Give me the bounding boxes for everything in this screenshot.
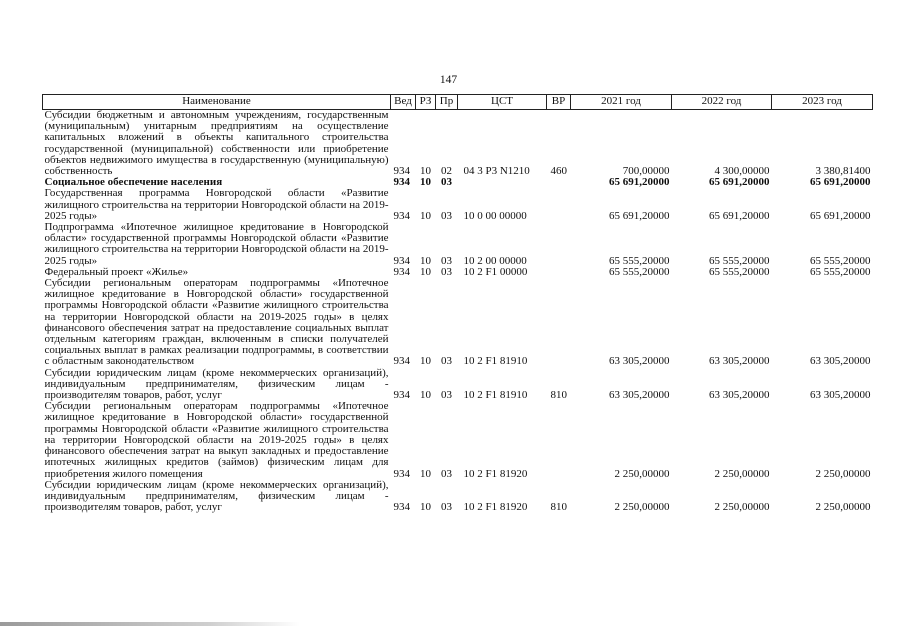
- cell-2022: 4 300,00000: [714, 165, 770, 178]
- cell-vr: 810: [550, 389, 567, 402]
- cell-2021: 65 555,20000: [609, 265, 670, 278]
- cell-rz: 10: [420, 389, 431, 402]
- cell-vr: [547, 177, 571, 188]
- cell-2023: 65 691,20000: [810, 176, 871, 189]
- header-2022: 2022 год: [672, 95, 772, 110]
- cell-name: Государственная программа Новгородской области «Развитие жилищного строительства на территории Новгородской области на 2019-2025 годы»: [44, 187, 389, 222]
- cell-vr: [547, 188, 571, 222]
- cell-ved: 934: [393, 355, 410, 368]
- cell-ved: 934: [393, 389, 410, 402]
- cell-2023: 65 555,20000: [810, 254, 871, 267]
- cell-2022: 2 250,00000: [714, 501, 770, 514]
- header-2021: 2021 год: [571, 95, 672, 110]
- table-row: [43, 368, 873, 402]
- cell-2023: 65 555,20000: [810, 265, 871, 278]
- cell-vr: 810: [550, 501, 567, 514]
- table-row: [43, 480, 873, 514]
- cell-pr: 03: [441, 389, 452, 402]
- cell-ved: 934: [393, 467, 410, 480]
- budget-table: [42, 94, 873, 513]
- table-row: [43, 222, 873, 267]
- cell-2022: 65 555,20000: [709, 254, 770, 267]
- cell-pr: 03: [441, 265, 452, 278]
- cell-pr: 03: [441, 355, 452, 368]
- cell-2023: 63 305,20000: [810, 389, 871, 402]
- cell-pr: 02: [441, 165, 452, 178]
- cell-pr: 03: [441, 176, 452, 189]
- cell-2022: 65 555,20000: [709, 265, 770, 278]
- cell-ved: 934: [393, 176, 410, 189]
- cell-ved: 934: [393, 254, 410, 267]
- cell-vr: [547, 401, 571, 479]
- cell-name: Социальное обеспечение населения: [44, 176, 223, 189]
- cell-rz: 10: [420, 265, 431, 278]
- cell-2021: 63 305,20000: [609, 355, 670, 368]
- cell-cst: 10 2 F1 81920: [463, 467, 528, 480]
- cell-2021: 2 250,00000: [614, 501, 670, 514]
- cell-vr: [547, 278, 571, 368]
- cell-2022: 65 691,20000: [709, 209, 770, 222]
- cell-name: Федеральный проект «Жилье»: [44, 265, 189, 278]
- cell-cst: 10 2 F1 00000: [463, 265, 528, 278]
- cell-cst: [458, 177, 547, 188]
- cell-2023: 2 250,00000: [815, 501, 871, 514]
- cell-name: Субсидии юридическим лицам (кроме некоммерческих организаций), индивидуальным предпринимателям, физическим лицам - производителям товаров, работ, услуг: [44, 478, 389, 514]
- cell-rz: 10: [420, 254, 431, 267]
- cell-2023: 63 305,20000: [810, 355, 871, 368]
- header-cst: ЦСТ: [458, 95, 547, 110]
- cell-2021: 700,00000: [622, 165, 670, 178]
- cell-vr: 460: [550, 165, 567, 178]
- table-body: [43, 110, 873, 514]
- header-2023: 2023 год: [772, 95, 873, 110]
- cell-name: Субсидии бюджетным и автономным учреждениям, государственным (муниципальным) унитарным предприятиям на осуществление капитальных вложений в объекты капитального строительства государственной (муниципальной) собственности или приобретение объектов недвижимого имущества в государственную (муниципальную) собственность: [44, 109, 389, 178]
- cell-2022: 63 305,20000: [709, 355, 770, 368]
- cell-name: Подпрограмма «Ипотечное жилищное кредитование в Новгородской области» государственной программы Новгородской области «Развитие жилищного строительства на территории Новгородской области на 2019-2025 годы»: [44, 221, 389, 267]
- cell-2022: 63 305,20000: [709, 389, 770, 402]
- table-row: [43, 278, 873, 368]
- cell-rz: 10: [420, 355, 431, 368]
- cell-2021: 2 250,00000: [614, 467, 670, 480]
- cell-name: Субсидии региональным операторам подпрограммы «Ипотечное жилищное кредитование в Новгородской области» государственной программы Новгородской области «Развитие жилищного строительства на территории Новгородской области на 2019-2025 годы» в целях финансового обеспечения затрат на выкуп закладных и предоставление ипотечных жилищных кредитов (займов) физическим лицам для приобретения жилого помещения: [44, 400, 389, 480]
- cell-name: Субсидии юридическим лицам (кроме некоммерческих организаций), индивидуальным предпринимателям, физическим лицам - производителям товаров, работ, услуг: [44, 366, 389, 402]
- cell-2023: 65 691,20000: [810, 209, 871, 222]
- cell-pr: 03: [441, 209, 452, 222]
- cell-ved: 934: [393, 501, 410, 514]
- cell-2023: 2 250,00000: [815, 467, 871, 480]
- table-row: [43, 188, 873, 222]
- cell-pr: 03: [441, 501, 452, 514]
- cell-cst: 10 0 00 00000: [463, 209, 527, 222]
- header-ved: Вед: [391, 95, 416, 110]
- cell-2022: 2 250,00000: [714, 467, 770, 480]
- header-rz: РЗ: [416, 95, 436, 110]
- cell-cst: 10 2 F1 81910: [463, 389, 528, 402]
- header-name: Наименование: [43, 95, 391, 110]
- cell-vr: [547, 267, 571, 278]
- cell-ved: 934: [393, 165, 410, 178]
- cell-name: Субсидии региональным операторам подпрограммы «Ипотечное жилищное кредитование в Новгородской области» государственной программы Новгородской области «Развитие жилищного строительства на территории Новгородской области на 2019-2025 годы» в целях финансового обеспечения затрат на предоставление социальных выплат отдельным категориям граждан, включенным в списки получателей социальных выплат в рамках реализации подпрограммы, в соответствии с областным законодательством: [44, 277, 389, 368]
- cell-2021: 65 691,20000: [609, 176, 670, 189]
- cell-ved: 934: [393, 209, 410, 222]
- cell-rz: 10: [420, 209, 431, 222]
- page-number: 147: [439, 74, 458, 86]
- cell-rz: 10: [420, 176, 431, 189]
- table-header: [43, 95, 873, 110]
- cell-2021: 65 691,20000: [609, 209, 670, 222]
- cell-pr: 03: [441, 467, 452, 480]
- cell-pr: 03: [441, 254, 452, 267]
- cell-cst: 10 2 00 00000: [463, 254, 527, 267]
- cell-rz: 10: [420, 467, 431, 480]
- cell-2023: 3 380,81400: [815, 165, 871, 178]
- table-row: [43, 401, 873, 479]
- cell-rz: 10: [420, 501, 431, 514]
- cell-cst: 10 2 F1 81920: [463, 501, 528, 514]
- cell-vr: [547, 222, 571, 267]
- table-row: [43, 110, 873, 178]
- header-pr: Пр: [436, 95, 458, 110]
- cell-rz: 10: [420, 165, 431, 178]
- header-vr: ВР: [547, 95, 571, 110]
- cell-2021: 65 555,20000: [609, 254, 670, 267]
- cell-2021: 63 305,20000: [609, 389, 670, 402]
- header-row: [43, 95, 873, 110]
- cell-cst: 10 2 F1 81910: [463, 355, 528, 368]
- scan-edge-line: [0, 622, 300, 626]
- cell-2022: 65 691,20000: [709, 176, 770, 189]
- cell-ved: 934: [393, 265, 410, 278]
- cell-cst: 04 3 P3 N1210: [463, 165, 530, 178]
